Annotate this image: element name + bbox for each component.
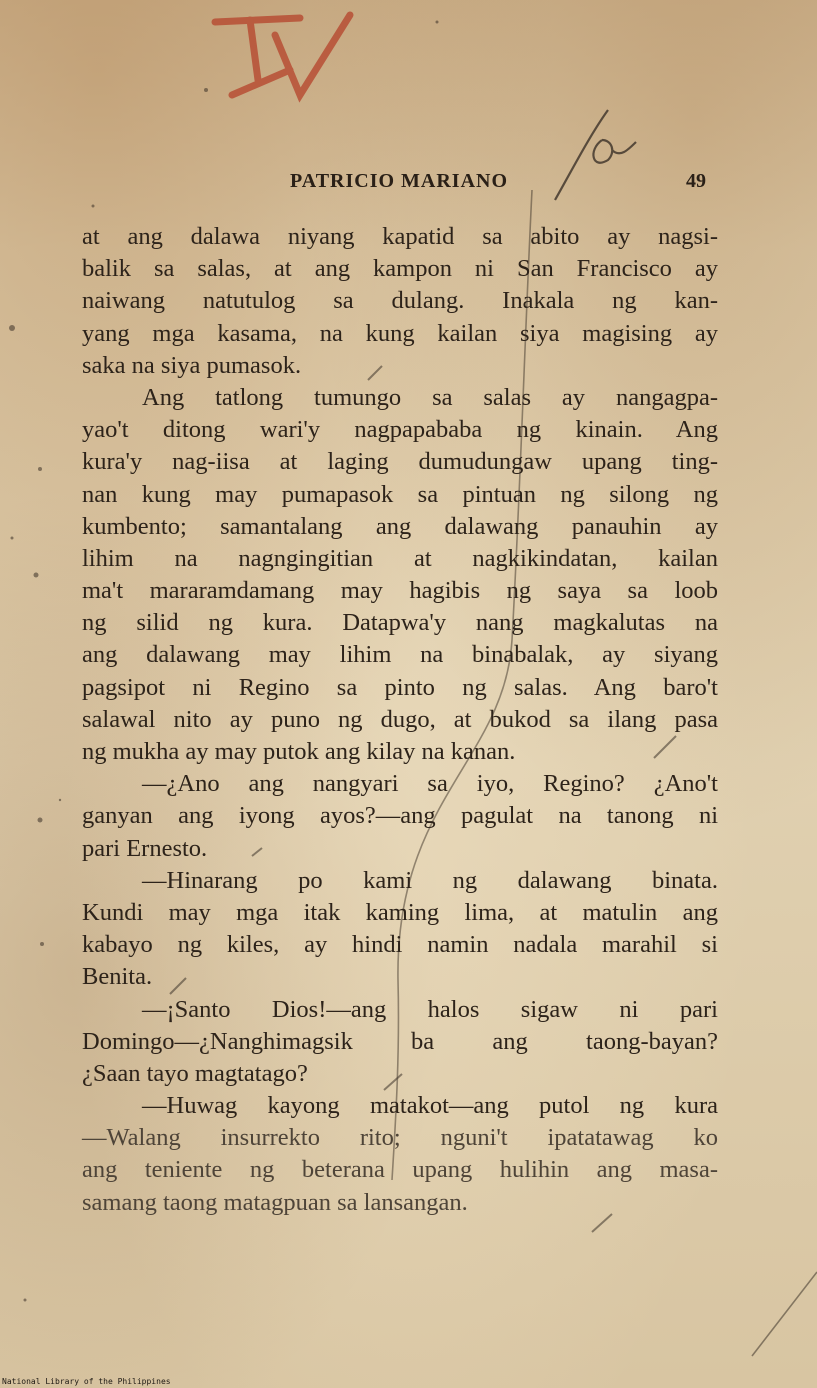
text-line: balik sa salas, at ang kampon ni San Francisco ay bbox=[82, 255, 718, 283]
text-line: kura'y nag-iisa at laging dumudungaw upang ting- bbox=[82, 448, 718, 476]
text-line: —Huwag kayong matakot—ang putol ng kura bbox=[142, 1092, 718, 1120]
text-line: —¿Ano ang nangyari sa iyo, Regino? ¿Ano't bbox=[142, 770, 718, 798]
text-line: Kundi may mga itak kaming lima, at matulin ang bbox=[82, 898, 718, 926]
red-crayon-mark bbox=[215, 15, 350, 95]
text-line: —Hinarang po kami ng dalawang binata. bbox=[142, 866, 718, 894]
page-number: 49 bbox=[686, 170, 706, 192]
text-line: kumbento; samantalang ang dalawang panauhin ay bbox=[82, 512, 718, 540]
page-header bbox=[0, 170, 817, 200]
text-line: ganyan ang iyong ayos?—ang pagulat na tanong ni bbox=[82, 802, 718, 830]
text-line: kabayo ng kiles, ay hindi namin nadala marahil si bbox=[82, 931, 718, 959]
text-line: yao't ditong wari'y nagpapababa ng kinain. Ang bbox=[82, 416, 718, 444]
text-line: Domingo—¿Nanghimagsik ba ang taong-bayan? bbox=[82, 1027, 718, 1055]
text-line: at ang dalawa niyang kapatid sa abito ay nagsi- bbox=[82, 223, 718, 250]
footer-credit: National Library of the Philippines bbox=[2, 1377, 171, 1386]
text-line: ¿Saan tayo magtatago? bbox=[82, 1059, 308, 1087]
text-line: ang dalawang may lihim na binabalak, ay siyang bbox=[82, 641, 718, 669]
text-line: ng mukha ay may putok ang kilay na kanan. bbox=[82, 738, 516, 765]
text-line: ang teniente ng beterana upang hulihin ang masa- bbox=[82, 1156, 718, 1184]
text-line: naiwang natutulog sa dulang. Inakala ng kan- bbox=[82, 287, 718, 315]
text-line: —Walang insurrekto rito; nguni't ipatatawag ko bbox=[82, 1124, 718, 1152]
text-line: Ang tatlong tumungo sa salas ay nangagpa- bbox=[142, 383, 718, 411]
text-line: nan kung may pumapasok sa pintuan ng silong ng bbox=[82, 480, 718, 508]
text-line: lihim na nagngingitian at nagkikindatan, kailan bbox=[82, 544, 718, 572]
text-line: yang mga kasama, na kung kailan siya magising ay bbox=[82, 319, 718, 347]
pencil-corner-stroke bbox=[752, 1272, 817, 1356]
text-line: samang taong matagpuan sa lansangan. bbox=[82, 1188, 468, 1216]
text-line: saka na siya pumasok. bbox=[82, 351, 302, 379]
body-text bbox=[82, 221, 718, 1219]
text-line: salawal nito ay puno ng dugo, at bukod sa ilang pasa bbox=[82, 705, 718, 733]
text-line: ma't mararamdamang may hagibis ng saya sa loob bbox=[82, 577, 718, 605]
text-line: Benita. bbox=[82, 963, 153, 991]
running-title: PATRICIO MARIANO bbox=[290, 170, 509, 192]
text-line: ng silid ng kura. Datapwa'y nang magkalutas na bbox=[82, 609, 718, 637]
text-line: pagsipot ni Regino sa pinto ng salas. Ang baro't bbox=[82, 673, 718, 701]
text-line: —¡Santo Dios!—ang halos sigaw ni pari bbox=[142, 995, 718, 1023]
text-line: pari Ernesto. bbox=[82, 834, 208, 862]
